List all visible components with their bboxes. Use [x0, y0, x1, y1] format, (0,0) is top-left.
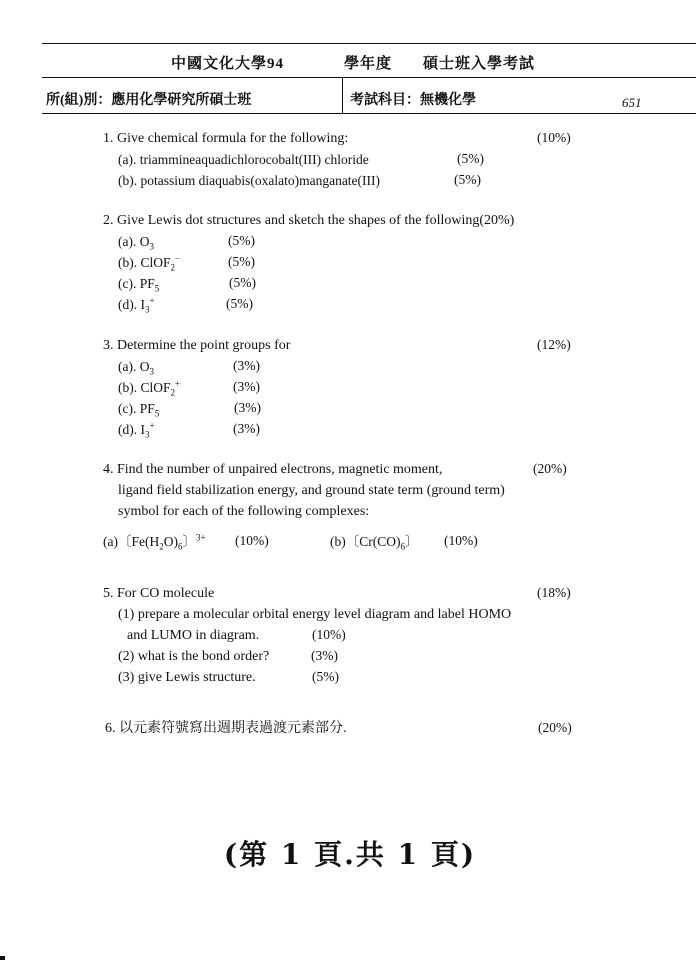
- question-5-item-1: (1) prepare a molecular orbital energy level diagram and label HOMO: [118, 607, 512, 622]
- question-5-item-3-points: (5%): [312, 669, 339, 684]
- question-3c: (c). $PF_5$: [118, 401, 160, 419]
- question-3: 3. Determine the point groups for: [103, 338, 291, 353]
- question-4-line-1: 4. Find the number of unpaired electrons, magnetic moment,: [103, 462, 443, 477]
- question-5-item-1-cont: and LUMO in diagram.: [127, 628, 260, 643]
- question-2a: (a). $O_3$: [118, 234, 154, 252]
- question-2b-points: (5%): [228, 254, 255, 269]
- page-code: 651: [622, 95, 642, 110]
- question-4a: (a)〔$Fe(H_2O)_6$〕$^{3+}$: [103, 532, 206, 552]
- question-5-item-1-points: (10%): [312, 627, 346, 642]
- question-3d-points: (3%): [233, 421, 260, 436]
- header-title-row: [42, 44, 696, 78]
- question-3b-points: (3%): [233, 379, 260, 394]
- year-label: 學年度: [344, 56, 393, 72]
- question-3d: (d). $I_3^+$: [118, 420, 155, 440]
- header-divider: [342, 78, 343, 113]
- question-1b-points: (5%): [454, 172, 481, 187]
- question-5-item-2-points: (3%): [311, 648, 338, 663]
- question-6-points: (20%): [538, 720, 572, 735]
- question-3-points: (12%): [537, 337, 571, 352]
- question-5-item-3: (3) give Lewis structure.: [118, 670, 256, 685]
- question-2d-points: (5%): [226, 296, 253, 311]
- question-2b: (b). ClOF$_2$−: [118, 253, 181, 273]
- department-label: 所(組)別：應用化學研究所碩士班: [46, 93, 252, 108]
- question-4-points: (20%): [533, 461, 567, 476]
- question-5: 5. For CO molecule: [103, 586, 215, 601]
- question-1a-points: (5%): [457, 151, 484, 166]
- question-1-points: (10%): [537, 130, 571, 145]
- question-1b: (b). potassium diaquabis(oxalato)manganate(III): [118, 173, 381, 188]
- question-2c-points: (5%): [229, 275, 256, 290]
- question-2a-points: (5%): [228, 233, 255, 248]
- question-2d: (d). $I_3^+$: [118, 295, 155, 315]
- question-3c-points: (3%): [234, 400, 261, 415]
- question-3b: (b). ClOF$_2$+: [118, 378, 181, 398]
- page-number-footer: (第 1 頁.共 1 頁): [223, 838, 477, 871]
- question-4b-points: (10%): [444, 533, 478, 548]
- exam-title: 碩士班入學考試: [423, 56, 536, 72]
- question-6: 6. 以元素符號寫出週期表過渡元素部分.: [105, 721, 347, 736]
- question-4-line-3: symbol for each of the following complexes:: [118, 504, 370, 519]
- school-name: 中國文化大學94: [171, 56, 285, 72]
- scan-mark: [0, 956, 5, 960]
- question-1: 1. Give chemical formula for the following:: [103, 131, 349, 146]
- question-1a: (a). triamminеaquadichlorocobalt(III) chloride: [118, 152, 369, 167]
- question-2c: (c). $PF_5$: [118, 276, 160, 294]
- subject-label: 考試科目：無機化學: [350, 93, 476, 108]
- question-4a-points: (10%): [235, 533, 269, 548]
- question-5-item-2: (2) what is the bond order?: [118, 649, 270, 664]
- question-3a: (a). $O_3$: [118, 359, 154, 377]
- question-2: 2. Give Lewis dot structures and sketch the shapes of the following(20%): [103, 213, 515, 228]
- question-4-line-2: ligand field stabilization energy, and ground state term (ground term): [118, 483, 505, 498]
- question-3a-points: (3%): [233, 358, 260, 373]
- exam-header: [42, 43, 696, 114]
- question-4b: (b)〔$Cr(CO)_6$〕: [330, 534, 419, 552]
- question-5-points: (18%): [537, 585, 571, 600]
